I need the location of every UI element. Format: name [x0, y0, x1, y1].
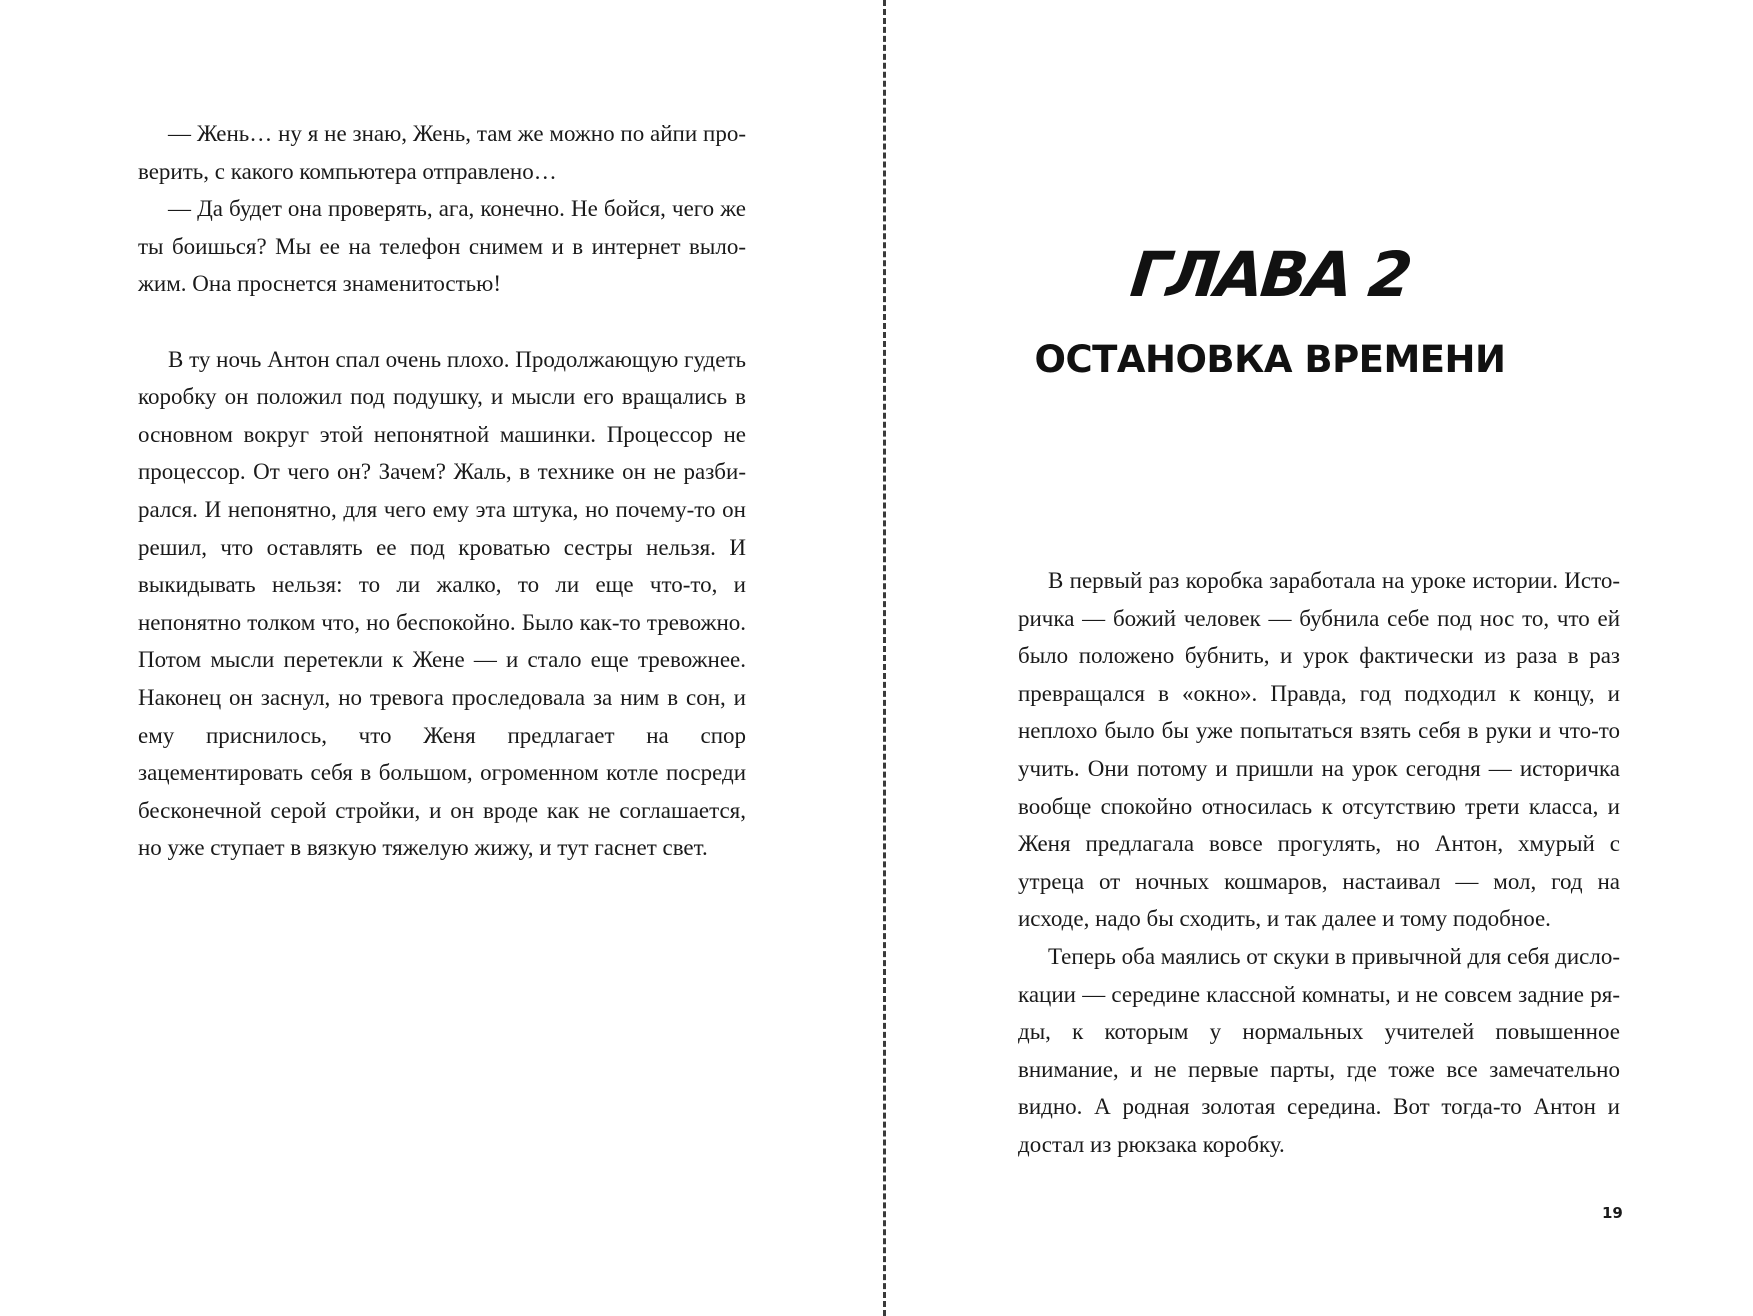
chapter-title: ОСТАНОВКА ВРЕМЕНИ	[1034, 338, 1506, 381]
dialogue-paragraph: — Да будет она проверять, ага, конечно. Не бойся, чего же ты боишься? Мы ее на телефон снимем и в интернет выложим. Она проснется знаменитостью!	[138, 196, 746, 297]
paragraph-gap	[138, 303, 746, 341]
page-fold-divider	[883, 0, 886, 1316]
page-number: 19	[1602, 1204, 1623, 1222]
dialogue-paragraph: — Жень… ну я не знаю, Жень, там же можно по айпи проверить, с какого компьютера отправлено…	[138, 121, 746, 184]
left-page-text	[138, 115, 746, 867]
right-page-text	[1018, 562, 1620, 1164]
body-paragraph: Теперь оба маялись от скуки в привычной для себя дислокации — середине классной комнаты, и не совсем задние ряды, к которым у нормальных учителей повышенное внимание, и не первые парты, где тоже все замечательно видно. А родная золотая середина. Вот тогда-то Антон и достал из рюкзака коробку.	[1018, 943, 1621, 1157]
right-page	[890, 0, 1753, 1316]
body-paragraph: В ту ночь Антон спал очень плохо. Продолжающую гудеть коробку он положил под подушку, и мысли его вращались в основном вокруг этой непонятной машинки. Процессор не процессор. От чего он? Зачем? Жаль, в технике он не разбирался. И непонятно, для чего ему эта штука, но почему-то он решил, что оставлять ее под кроватью сестры нельзя. И выкидывать нельзя: то ли жалко, то ли еще что-то, и непонятно толком что, но беспокойно. Было как-то тревожно. Потом мысли перетекли к Жене — и стало еще тревожнее. Наконец он заснул, но тревога проследовала за ним в сон, и ему приснилось, что Женя предлагает на спор зацементировать себя в большом, огроменном котле посреди бесконечной серой стройки, и он вроде как не соглашается, но уже ступает в вязкую тяжелую жижу, и тут гаснет свет.	[138, 346, 746, 861]
body-paragraph: В первый раз коробка заработала на уроке истории. Историчка — божий человек — бубнила себе под нос то, что ей было положено бубнить, и урок фактически из раза в раз превращался в «окно». Правда, год подходил к концу, и неплохо было бы уже попытаться взять себя в руки и что-то учить. Они потому и пришли на урок сегодня — историчка вообще спокойно относилась к отсутствию трети класса, и Женя предлагала вовсе прогулять, но Антон, хмурый с утреца от ночных кошмаров, настаивал — мол, год на исходе, надо бы сходить, и так далее и тому подобное.	[1018, 568, 1620, 932]
chapter-label: ГЛАВА 2	[1127, 238, 1413, 311]
